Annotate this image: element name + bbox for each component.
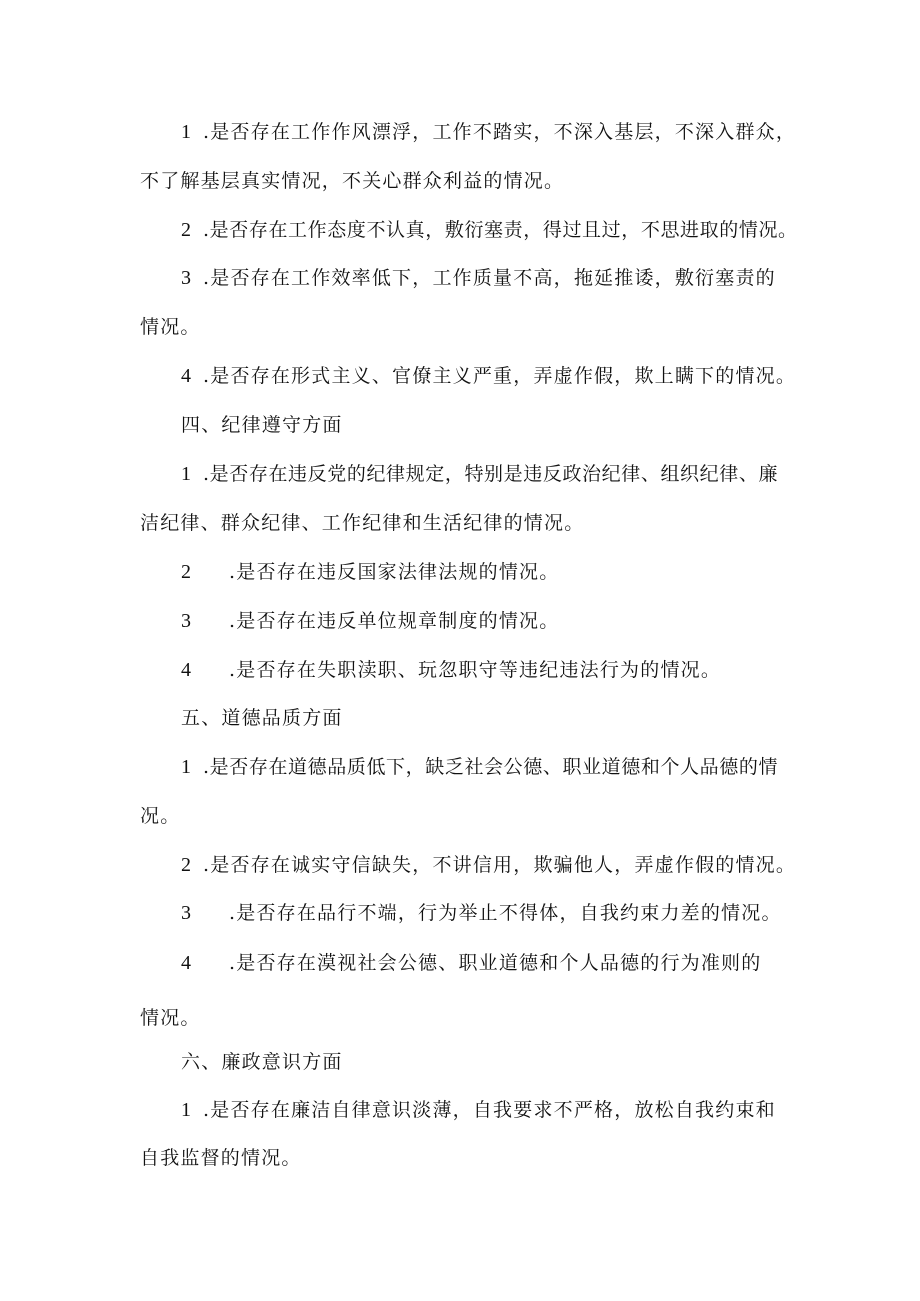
item-number: 3 (181, 902, 193, 924)
item-text: .是否存在工作效率低下，工作质量不高，拖延推诿，敷衍塞责的 (203, 267, 776, 289)
item-text: .是否存在道德品质低下，缺乏社会公德、职业道德和个人品德的情 (203, 756, 779, 778)
item-number: 4 (181, 365, 193, 387)
item-text: .是否存在品行不端，行为举止不得体，自我约束力差的情况。 (229, 902, 782, 924)
item-text: .是否存在违反党的纪律规定，特别是违反政治纪律、组织纪律、廉 (203, 463, 779, 485)
item-text: .是否存在工作态度不认真，敷衍塞责，得过且过，不思进取的情况。 (203, 219, 798, 241)
item-text-continued: 情况。 (140, 1007, 201, 1029)
item-text-continued: 不了解基层真实情况，不关心群众利益的情况。 (140, 170, 565, 192)
item-number: 3 (181, 610, 193, 632)
item-text-continued: 况。 (140, 805, 181, 827)
item-number: 2 (181, 219, 193, 241)
item-number: 4 (181, 659, 193, 681)
item-number: 1 (181, 463, 193, 485)
item-number: 1 (181, 1099, 193, 1121)
item-number: 2 (181, 561, 193, 583)
section-heading: 五、道德品质方面 (181, 707, 343, 729)
item-text: .是否存在失职渎职、玩忽职守等违纪违法行为的情况。 (229, 659, 722, 681)
item-text: .是否存在诚实守信缺失，不讲信用，欺骗他人，弄虚作假的情况。 (203, 854, 797, 876)
item-text: .是否存在违反单位规章制度的情况。 (229, 610, 560, 632)
item-number: 1 (181, 756, 193, 778)
item-text-continued: 自我监督的情况。 (140, 1147, 302, 1169)
item-number: 1 (181, 121, 193, 143)
item-text-continued: 情况。 (140, 316, 201, 338)
section-heading: 四、纪律遵守方面 (181, 414, 343, 436)
item-text: .是否存在廉洁自律意识淡薄，自我要求不严格，放松自我约束和 (203, 1099, 776, 1121)
item-text-continued: 洁纪律、群众纪律、工作纪律和生活纪律的情况。 (140, 512, 585, 534)
item-text: .是否存在违反国家法律法规的情况。 (229, 561, 560, 583)
item-number: 2 (181, 854, 193, 876)
item-number: 3 (181, 267, 193, 289)
item-text: .是否存在工作作风漂浮，工作不踏实，不深入基层，不深入群众， (203, 121, 797, 143)
item-text: .是否存在形式主义、官僚主义严重，弄虚作假，欺上瞒下的情况。 (203, 365, 797, 387)
item-text: .是否存在漠视社会公德、职业道德和个人品德的行为准则的 (229, 952, 762, 974)
section-heading: 六、廉政意识方面 (181, 1051, 343, 1073)
item-number: 4 (181, 952, 193, 974)
